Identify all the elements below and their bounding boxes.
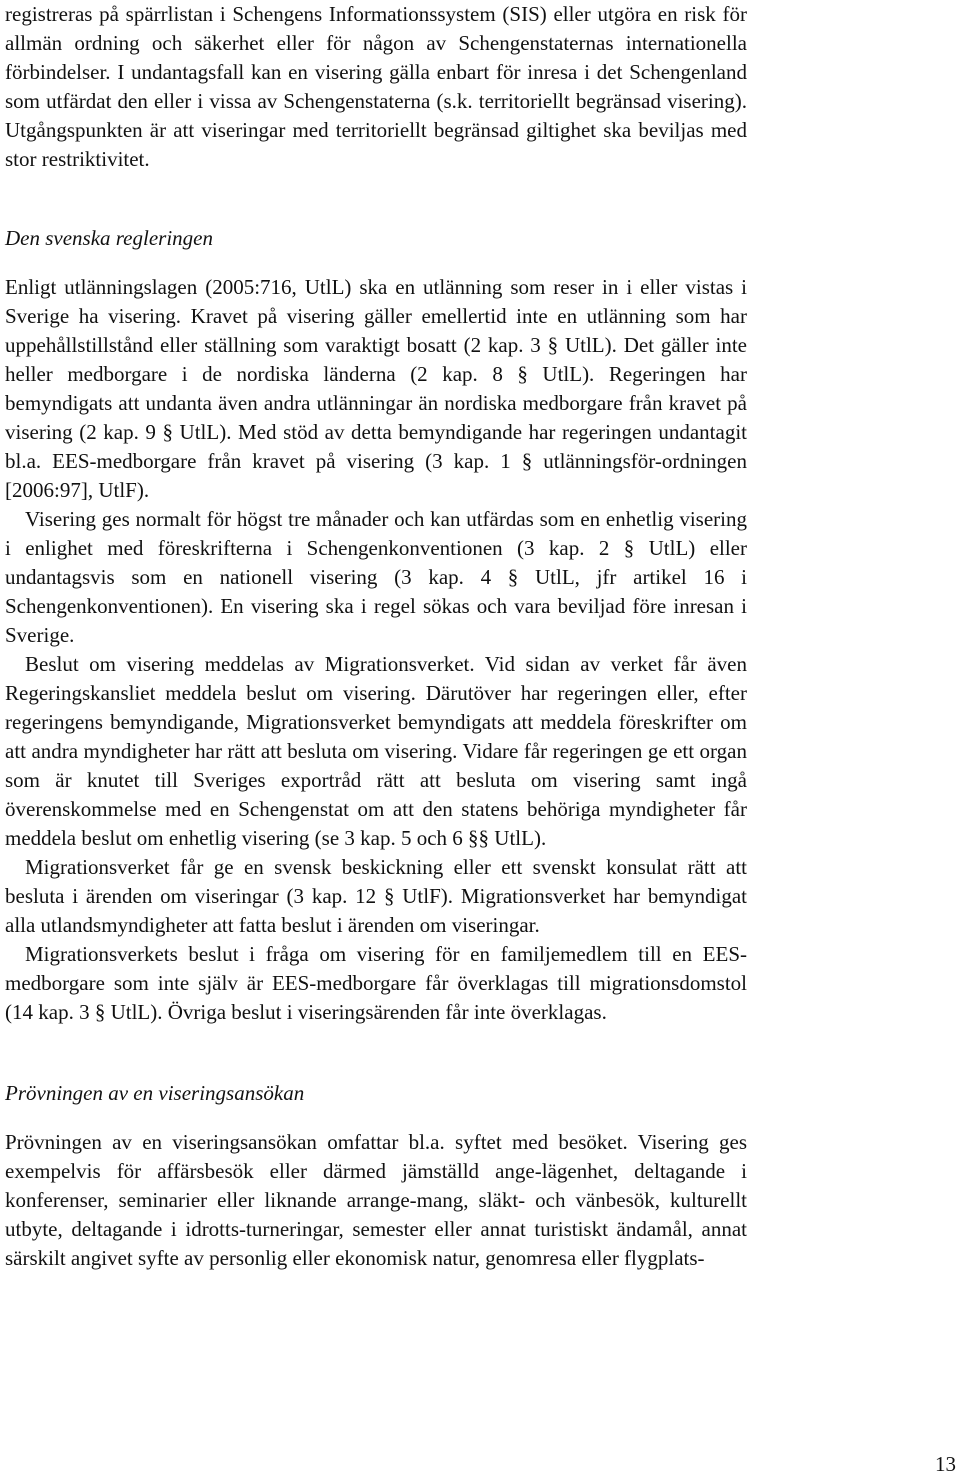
page-number: 13 [935,1452,956,1476]
body-paragraph: Prövningen av en viseringsansökan omfattar bl.a. syftet med besöket. Visering ges exempelvis för affärsbesök eller därmed jämställd ange-lägenhet, deltagande i konferenser, seminarier eller liknande arrange-mang, släkt- och vänbesök, kulturellt utbyte, deltagande i idrotts-turneringar, semester eller annat turistiskt ändamål, annat särskilt angivet syfte av personlig eller ekonomisk natur, genomresa eller flygplats- [5,1130,747,1270]
body-paragraph: Migrationsverket får ge en svensk beskickning eller ett svenskt konsulat rätt att besluta i ärenden om viseringar (3 kap. 12 § UtlF). Migrationsverket har bemyndigat alla utlandsmyndigheter att fatta beslut i ärenden om viseringar. [5,855,747,937]
intro-paragraph: registreras på spärrlistan i Schengens Informationssystem (SIS) eller utgöra en risk för allmän ordning och säkerhet eller för någon av Schengenstaternas internationella förbindelser. I undantagsfall kan en visering gälla enbart för inresa i det Schengenland som utfärdat den eller i vissa av Schengenstaterna (s.k. territoriellt begränsad visering). Utgångspunkten är att viseringar med territoriellt begränsad giltighet ska beviljas med stor restriktivitet. [5,2,747,171]
body-paragraph: Beslut om visering meddelas av Migrationsverket. Vid sidan av verket får även Regeringskansliet meddela beslut om visering. Därutöver har regeringen eller, efter regeringens bemyndigande, Migrationsverket bemyndigats att meddela föreskrifter om att andra myndigheter har rätt att besluta om visering. Vidare får regeringen ge ett organ som är knutet till Sveriges exportråd rätt att besluta om visering samt ingå överenskommelse med en Schengenstat om att den statens behöriga myndigheter får meddela beslut om enhetlig visering (se 3 kap. 5 och 6 §§ UtlL). [5,652,747,850]
section-heading-provningen: Prövningen av en viseringsansökan [5,1081,305,1105]
body-paragraph: Migrationsverkets beslut i fråga om visering för en familjemedlem till en EES-medborgare som inte själv är EES-medborgare får överklagas till migrationsdomstol (14 kap. 3 § UtlL). Övriga beslut i viseringsärenden får inte överklagas. [5,942,747,1024]
body-paragraph: Visering ges normalt för högst tre månader och kan utfärdas som en enhetlig visering i enlighet med föreskrifterna i Schengenkonventionen (3 kap. 2 § UtlL) eller undantagsvis som en nationell visering (3 kap. 4 § UtlL, jfr artikel 16 i Schengenkonventionen). En visering ska i regel sökas och vara beviljad före inresan i Sverige. [5,507,747,647]
document-page [5,0,747,1273]
section-heading-svenska-regleringen: Den svenska regleringen [5,226,213,250]
body-paragraph: Enligt utlänningslagen (2005:716, UtlL) ska en utlänning som reser in i eller vistas i Sverige ha visering. Kravet på visering gäller emellertid inte en utlänning som har uppehållstillstånd eller ställning som varaktigt bosatt (2 kap. 3 § UtlL). Det gäller inte heller medborgare i de nordiska länderna (2 kap. 8 § UtlL). Regeringen har bemyndigats att undanta även andra utlänningar än nordiska medborgare från kravet på visering (2 kap. 9 § UtlL). Med stöd av detta bemyndigande har regeringen undantagit bl.a. EES-medborgare från kravet på visering (3 kap. 1 § utlänningsför-ordningen [2006:97], UtlF). [5,275,747,502]
